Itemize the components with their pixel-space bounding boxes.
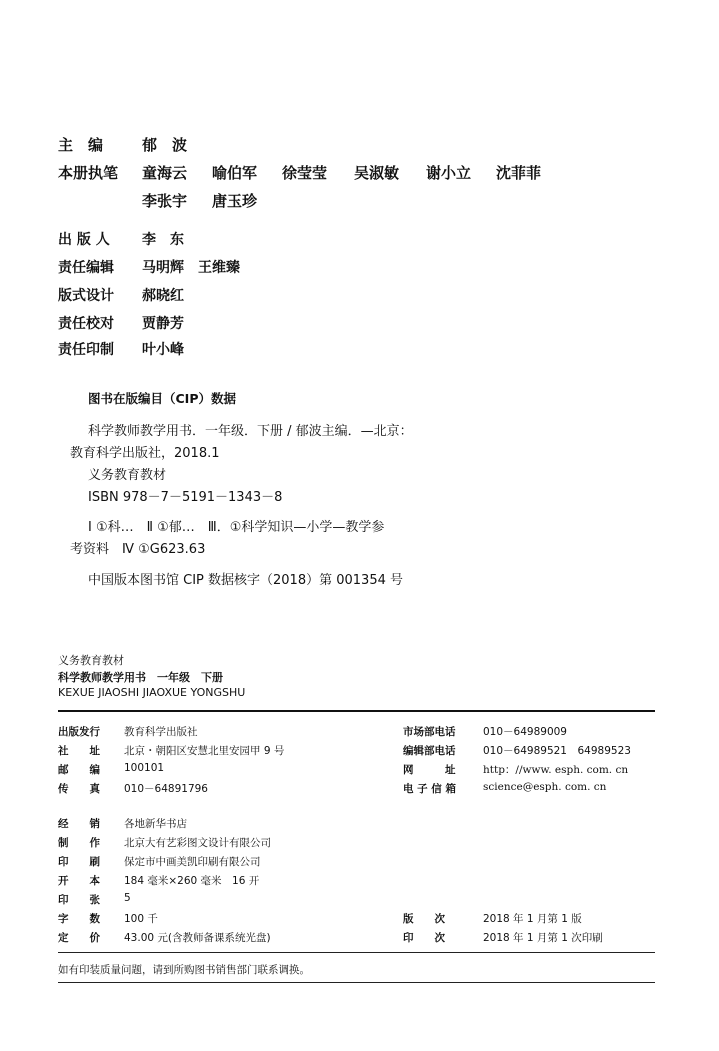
prod-label: 印 次 bbox=[403, 932, 445, 944]
writer-name: 唐玉珍 bbox=[212, 192, 258, 210]
info-label: 编辑部电话 bbox=[403, 745, 456, 757]
email-value: science@esph. com. cn bbox=[483, 781, 607, 793]
prod-value: 各地新华书店 bbox=[124, 818, 187, 830]
cip-line: 考资料 Ⅳ ①G623.63 bbox=[70, 542, 206, 557]
website-value: http：//www. esph. com. cn bbox=[483, 764, 629, 776]
prod-label: 印 刷 bbox=[58, 856, 100, 868]
info-value: 北京・朝阳区安慧北里安园甲 9 号 bbox=[124, 745, 285, 757]
chief-editor-name: 郁 波 bbox=[142, 136, 188, 154]
divider bbox=[58, 982, 655, 983]
book-title: 科学教师教学用书 一年级 下册 bbox=[58, 671, 223, 684]
prod-value: 184 毫米×260 毫米 16 开 bbox=[124, 875, 260, 887]
info-label: 出版发行 bbox=[58, 726, 100, 738]
info-label: 网 址 bbox=[403, 764, 456, 776]
writer-name: 谢小立 bbox=[426, 164, 472, 182]
writers-label: 本册执笔 bbox=[58, 164, 119, 182]
footer-note: 如有印装质量问题，请到所购图书销售部门联系调换。 bbox=[58, 964, 310, 976]
book-pinyin: KEXUE JIAOSHI JIAOXUE YONGSHU bbox=[58, 686, 246, 699]
prod-label: 字 数 bbox=[58, 913, 100, 925]
prod-value: 北京大有艺彩图文设计有限公司 bbox=[124, 837, 271, 849]
staff-label: 责任编辑 bbox=[58, 260, 114, 276]
staff-label: 责任校对 bbox=[58, 316, 114, 332]
writer-name: 吴淑敏 bbox=[354, 164, 400, 182]
info-label: 邮 编 bbox=[58, 764, 100, 776]
writer-name: 沈菲菲 bbox=[496, 164, 542, 182]
cip-line: 科学教师教学用书．一年级．下册 / 郁波主编．—北京： bbox=[88, 424, 413, 439]
cip-heading: 图书在版编目（CIP）数据 bbox=[88, 391, 236, 406]
staff-value: 叶小峰 bbox=[142, 342, 184, 358]
info-value: 010－64989521 64989523 bbox=[483, 745, 631, 757]
writer-name: 李张宇 bbox=[142, 192, 188, 210]
staff-label: 出 版 人 bbox=[58, 232, 110, 248]
staff-value: 郝晓红 bbox=[142, 288, 184, 304]
prod-value: 5 bbox=[124, 892, 131, 904]
prod-value: 2018 年 1 月第 1 次印刷 bbox=[483, 932, 603, 944]
chief-editor-label: 主 编 bbox=[58, 136, 104, 154]
cip-line: 义务教育教材 bbox=[88, 468, 167, 483]
info-value: 教育科学出版社 bbox=[124, 726, 198, 738]
book-series: 义务教育教材 bbox=[58, 654, 124, 667]
prod-label: 经 销 bbox=[58, 818, 100, 830]
staff-value: 李 东 bbox=[142, 232, 184, 248]
info-label: 社 址 bbox=[58, 745, 100, 757]
prod-label: 印 张 bbox=[58, 894, 100, 906]
writer-name: 徐莹莹 bbox=[282, 164, 328, 182]
info-value: 010－64891796 bbox=[124, 783, 208, 795]
info-label: 市场部电话 bbox=[403, 726, 456, 738]
prod-label: 定 价 bbox=[58, 932, 100, 944]
divider bbox=[58, 952, 655, 953]
info-value: 010－64989009 bbox=[483, 726, 567, 738]
prod-label: 开 本 bbox=[58, 875, 100, 887]
staff-label: 责任印制 bbox=[58, 342, 114, 358]
cip-line: Ⅰ ①科… Ⅱ ①郁… Ⅲ．①科学知识—小学—教学参 bbox=[88, 520, 385, 535]
prod-value: 2018 年 1 月第 1 版 bbox=[483, 913, 582, 925]
price-value: 43.00 元(含教师备课系统光盘) bbox=[124, 932, 271, 944]
writer-name: 喻伯军 bbox=[212, 164, 258, 182]
prod-label: 版 次 bbox=[403, 913, 445, 925]
prod-value: 100 千 bbox=[124, 913, 158, 925]
prod-label: 制 作 bbox=[58, 837, 100, 849]
prod-value: 保定市中画美凯印刷有限公司 bbox=[124, 856, 261, 868]
info-value: 100101 bbox=[124, 762, 165, 774]
cip-line: 教育科学出版社，2018.1 bbox=[70, 446, 220, 461]
writer-name: 童海云 bbox=[142, 164, 188, 182]
staff-label: 版式设计 bbox=[58, 288, 114, 304]
info-label: 传 真 bbox=[58, 783, 100, 795]
divider bbox=[58, 710, 655, 712]
staff-value: 马明辉 王维臻 bbox=[142, 260, 240, 276]
staff-value: 贾静芳 bbox=[142, 316, 184, 332]
info-label: 电 子 信 箱 bbox=[403, 783, 456, 795]
cip-number: 中国版本图书馆 CIP 数据核字（2018）第 001354 号 bbox=[88, 573, 403, 588]
cip-isbn: ISBN 978－7－5191－1343－8 bbox=[88, 490, 283, 505]
